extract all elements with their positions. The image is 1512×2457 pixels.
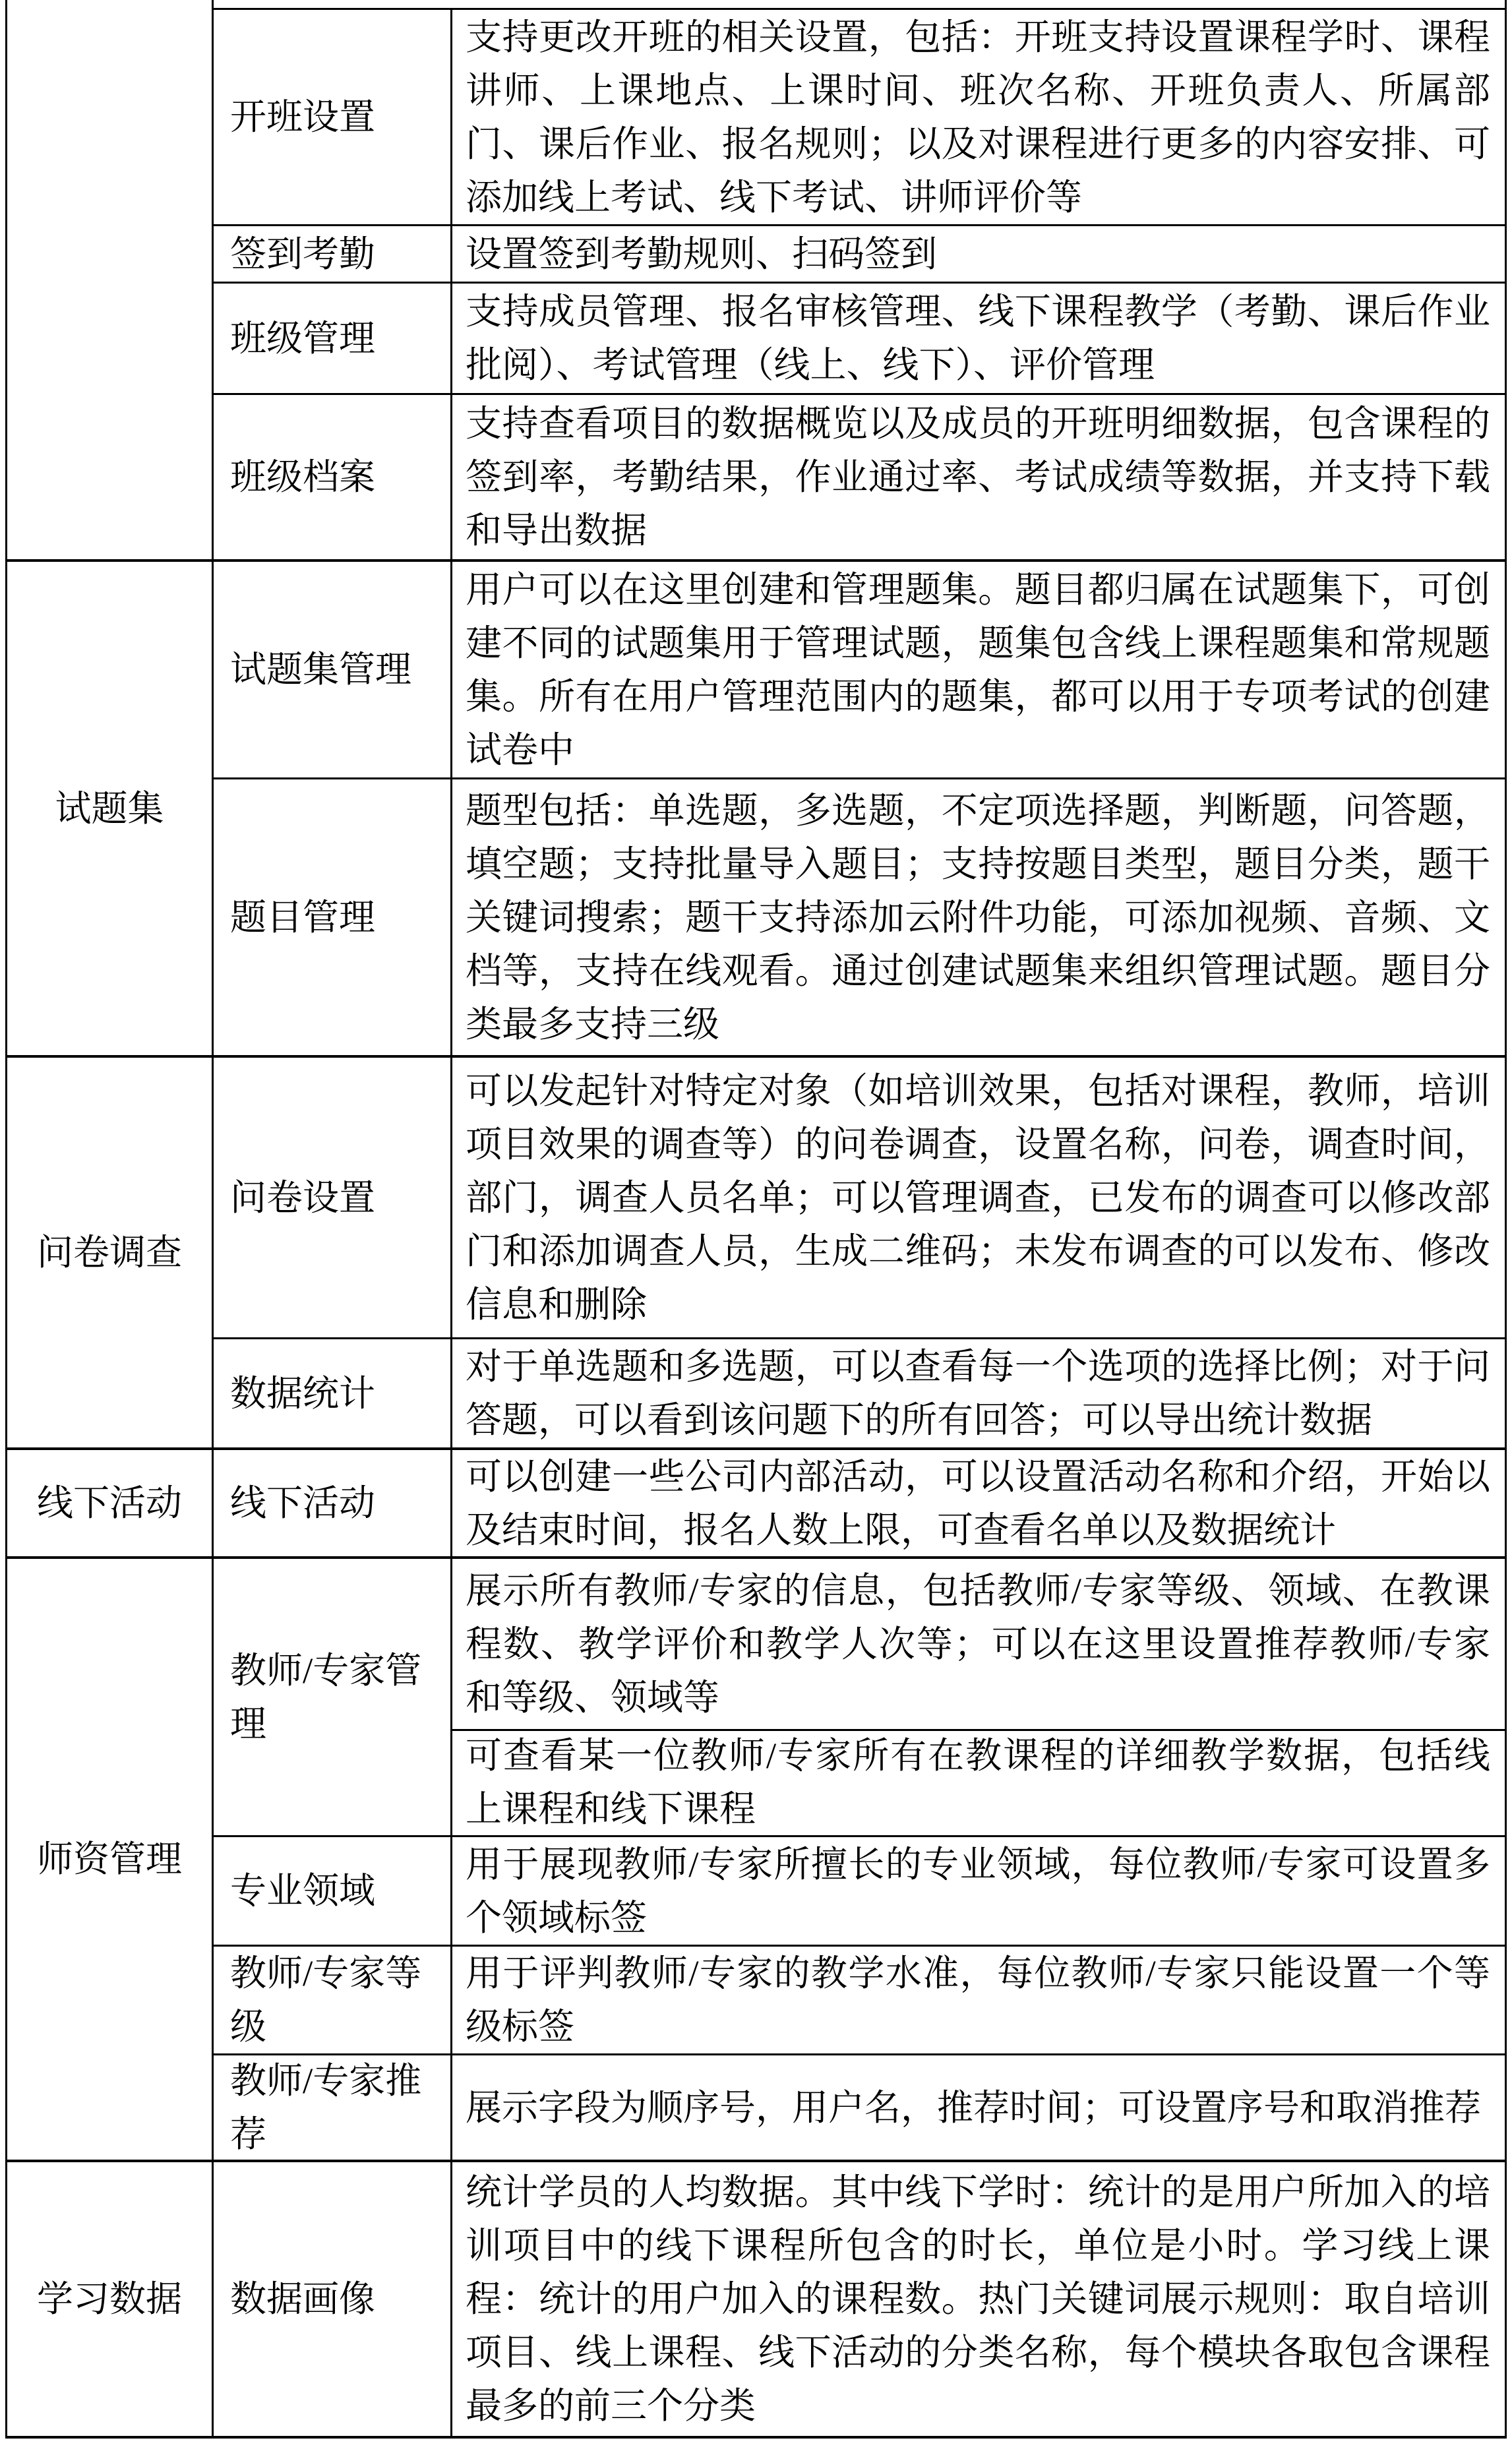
table-row <box>214 1058 1505 1337</box>
table-row <box>214 282 1505 393</box>
feature-cell <box>214 2162 452 2436</box>
description-cell <box>452 1559 1505 1729</box>
description-text: 统计学员的人均数据。其中线下学时：统计的是用户所加入的培训项目中的线下课程所包含的时长，单位是小时。学习线上课程：统计的用户加入的课程数。热门关键词展示规则：取自培训项目、线上课程、线下活动的分类名称，每个模块各取包含课程最多的前三个分类 <box>466 2172 1490 2426</box>
category-label: 试题集 <box>55 788 164 829</box>
group-rows <box>214 8 1505 559</box>
table-row <box>214 777 1505 1055</box>
feature-label: 签到考勤 <box>230 233 376 274</box>
group-rows <box>214 562 1505 1055</box>
feature-label: 数据统计 <box>230 1373 376 1414</box>
feature-label: 开班设置 <box>230 97 376 137</box>
feature-label: 教师/专家推荐 <box>230 2061 422 2154</box>
category-cell <box>7 1058 214 1447</box>
feature-label: 线下活动 <box>230 1483 376 1523</box>
category-label: 线下活动 <box>36 1483 182 1523</box>
feature-cell <box>214 226 452 282</box>
feature-label: 教师/专家等级 <box>230 1953 422 2047</box>
group-rows <box>214 1058 1505 1447</box>
feature-label: 问卷设置 <box>230 1177 376 1218</box>
feature-cell <box>214 284 452 393</box>
feature-label: 题目管理 <box>230 897 376 938</box>
feature-label: 班级档案 <box>230 457 376 497</box>
table-row <box>214 1559 1505 1835</box>
feature-cell <box>214 1837 452 1945</box>
feature-cell <box>214 779 452 1055</box>
description-text: 展示字段为顺序号，用户名，推荐时间；可设置序号和取消推荐 <box>466 2087 1482 2128</box>
description-text: 用于展现教师/专家所擅长的专业领域，每位教师/专家可设置多个领域标签 <box>466 1844 1490 1938</box>
category-cell <box>7 562 214 1055</box>
table-row <box>214 1835 1505 1945</box>
table-group-learning-data <box>7 2160 1505 2436</box>
description-stack <box>452 1559 1505 1835</box>
description-text: 设置签到考勤规则、扫码签到 <box>466 233 938 274</box>
feature-cell <box>214 1559 452 1835</box>
description-text: 用户可以在这里创建和管理题集。题目都归属在试题集下，可创建不同的试题集用于管理试题，题集包含线上课程题集和常规题集。所有在用户管理范围内的题集，都可以用于专项考试的创建试卷中 <box>466 569 1490 770</box>
table-group-teachers <box>7 1556 1505 2160</box>
feature-label: 班级管理 <box>230 318 376 359</box>
description-cell <box>452 10 1505 224</box>
feature-label: 教师/专家管理 <box>230 1650 422 1744</box>
table-row <box>214 224 1505 282</box>
description-text: 题型包括：单选题，多选题，不定项选择题，判断题，问答题，填空题；支持批量导入题目；支持按题目类型，题目分类，题干关键词搜索；题干支持添加云附件功能，可添加视频、音频、文档等，支持在线观看。通过创建试题集来组织管理试题。题目分类最多支持三级 <box>466 790 1490 1045</box>
feature-cell <box>214 1947 452 2053</box>
description-cell <box>452 1837 1505 1945</box>
table-row <box>214 2162 1505 2436</box>
feature-cell <box>214 10 452 224</box>
feature-cell <box>214 1450 452 1556</box>
feature-label: 专业领域 <box>230 1871 376 1911</box>
feature-label: 数据画像 <box>230 2279 376 2319</box>
description-text: 支持查看项目的数据概览以及成员的开班明细数据，包含课程的签到率，考勤结果，作业通过率、考试成绩等数据，并支持下载和导出数据 <box>466 404 1490 551</box>
feature-label: 试题集管理 <box>230 650 412 690</box>
description-cell <box>452 226 1505 282</box>
table-row <box>214 1337 1505 1447</box>
description-cell <box>452 1947 1505 2053</box>
description-cell <box>452 1058 1505 1337</box>
table-group-surveys <box>7 1055 1505 1447</box>
table-row <box>214 393 1505 559</box>
description-cell <box>452 779 1505 1055</box>
feature-cell <box>214 562 452 777</box>
category-label: 问卷调查 <box>36 1232 182 1273</box>
table-row <box>214 562 1505 777</box>
feature-cell <box>214 1058 452 1337</box>
category-label: 学习数据 <box>36 2279 182 2319</box>
description-cell <box>452 1729 1505 1833</box>
table-group-question-sets <box>7 559 1505 1055</box>
description-cell <box>452 284 1505 393</box>
features-table <box>5 0 1507 2439</box>
table-row <box>214 2053 1505 2160</box>
feature-cell <box>214 1339 452 1447</box>
description-text: 支持更改开班的相关设置，包括：开班支持设置课程学时、课程讲师、上课地点、上课时间、班次名称、开班负责人、所属部门、课后作业、报名规则；以及对课程进行更多的内容安排、可添加线上考试、线下考试、讲师评价等 <box>466 16 1490 218</box>
description-text: 对于单选题和多选题，可以查看每一个选项的选择比例；对于问答题，可以看到该问题下的所有回答；可以导出统计数据 <box>466 1347 1490 1440</box>
table-row <box>214 1450 1505 1556</box>
category-label: 师资管理 <box>36 1839 182 1879</box>
description-cell <box>452 1339 1505 1447</box>
feature-cell <box>214 395 452 559</box>
description-text: 可以创建一些公司内部活动，可以设置活动名称和介绍，开始以及结束时间，报名人数上限，可查看名单以及数据统计 <box>466 1456 1490 1550</box>
description-text: 可查看某一位教师/专家所有在教课程的详细教学数据，包括线上课程和线下课程 <box>466 1735 1490 1829</box>
description-text: 用于评判教师/专家的教学水准，每位教师/专家只能设置一个等级标签 <box>466 1953 1490 2047</box>
description-cell <box>452 1450 1505 1556</box>
description-text: 展示所有教师/专家的信息，包括教师/专家等级、领域、在教课程数、教学评价和教学人次等；可以在这里设置推荐教师/专家和等级、领域等 <box>466 1570 1490 1718</box>
description-text: 支持成员管理、报名审核管理、线下课程教学（考勤、课后作业批阅）、考试管理（线上、线下）、评价管理 <box>466 291 1490 385</box>
category-cell <box>7 0 214 559</box>
description-text: 可以发起针对特定对象（如培训效果，包括对课程，教师，培训项目效果的调查等）的问卷调查，设置名称，问卷，调查时间，部门，调查人员名单；可以管理调查，已发布的调查可以修改部门和添加调查人员，生成二维码；未发布调查的可以发布、修改信息和删除 <box>466 1070 1490 1325</box>
table-group-offline-activity <box>7 1447 1505 1556</box>
table-group-classes <box>7 0 1505 559</box>
table-row <box>214 10 1505 224</box>
category-cell <box>7 2162 214 2436</box>
description-cell <box>452 2162 1505 2436</box>
description-cell <box>452 2055 1505 2160</box>
group-rows <box>214 1450 1505 1556</box>
category-cell <box>7 1450 214 1556</box>
group-rows <box>214 2162 1505 2436</box>
group-rows <box>214 1559 1505 2160</box>
description-cell <box>452 562 1505 777</box>
category-cell <box>7 1559 214 2160</box>
feature-cell <box>214 2055 452 2160</box>
table-row <box>214 1945 1505 2053</box>
description-cell <box>452 395 1505 559</box>
